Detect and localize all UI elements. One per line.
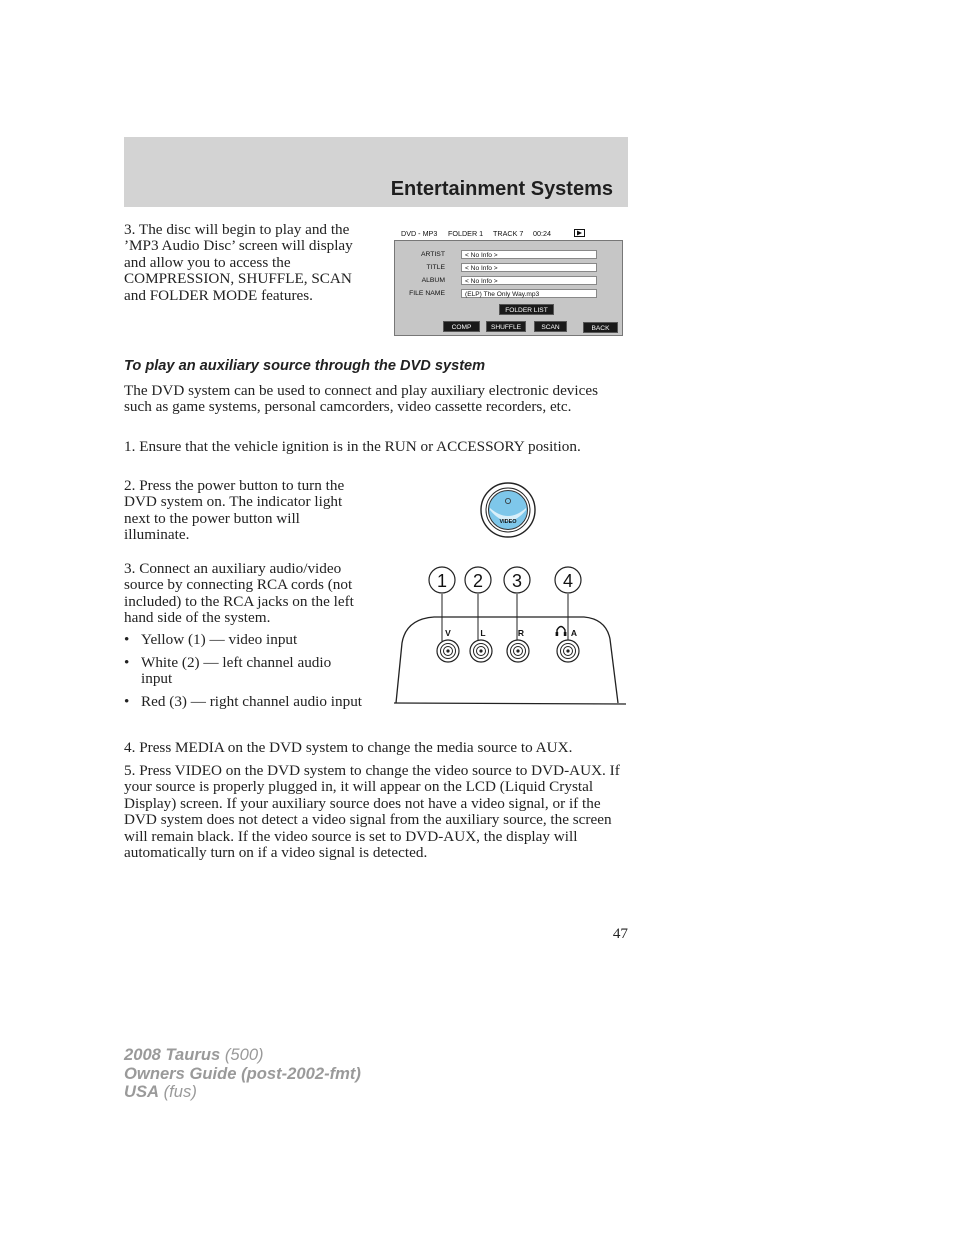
headphone-jack xyxy=(557,640,579,662)
comp-button: COMP xyxy=(443,321,480,332)
artist-field: < No Info > xyxy=(461,250,597,259)
rca-jack-left-audio xyxy=(470,640,492,662)
scan-button: SCAN xyxy=(534,321,567,332)
section-heading: To play an auxiliary source through the DVD system xyxy=(124,358,486,374)
callout-number: 2 xyxy=(472,571,484,591)
rca-jack-video xyxy=(437,640,459,662)
list-item xyxy=(124,694,364,730)
bullet-text: White (2) — left channel audio input xyxy=(141,654,332,688)
album-field: < No Info > xyxy=(461,276,597,285)
callout-number: 4 xyxy=(562,571,574,591)
callout-1 xyxy=(429,567,455,593)
shuffle-button: SHUFFLE xyxy=(486,321,526,332)
jack-label-v: V xyxy=(445,628,451,638)
step-4-text: 4. Press MEDIA on the DVD system to change the media source to AUX. xyxy=(124,739,573,756)
bullet-dot: • xyxy=(124,654,130,671)
intro-text: The DVD system can be used to connect and play auxiliary electronic devices such as game systems, personal camcorders, video cassette recorders, etc. xyxy=(124,382,599,416)
jack-label-a: A xyxy=(570,628,578,638)
bullet-text: Yellow (1) — video input xyxy=(141,631,298,648)
section-title: Entertainment Systems xyxy=(390,178,613,200)
rca-jack-right-audio xyxy=(507,640,529,662)
play-icon xyxy=(574,229,585,237)
step-3-aux-text: 3. Connect an auxiliary audio/video source by connecting RCA cords (not included) to the RCA jacks on the left hand side of the system. xyxy=(124,560,354,627)
jack-label-l: L xyxy=(480,628,486,638)
screen-source: DVD - MP3 xyxy=(401,229,438,238)
video-button-label: VIDEO xyxy=(499,519,517,525)
section-header-bar xyxy=(124,137,628,207)
callout-4 xyxy=(555,567,581,593)
screen-folder: FOLDER 1 xyxy=(448,229,484,238)
list-item xyxy=(124,655,364,691)
list-item xyxy=(124,632,364,650)
title-field: < No Info > xyxy=(461,263,597,272)
folder-list-button: FOLDER LIST xyxy=(499,304,554,315)
document-footer xyxy=(124,1046,361,1102)
page-number: 47 xyxy=(612,925,628,942)
screen-time: 00:24 xyxy=(533,229,551,238)
footer-line-model xyxy=(124,1046,361,1065)
footer-guide: Owners Guide (post-2002-fmt) xyxy=(124,1063,361,1083)
screen-body xyxy=(394,240,623,336)
callout-3 xyxy=(504,567,530,593)
footer-market: USA xyxy=(124,1082,160,1102)
step-2-text: 2. Press the power button to turn the DVD system on. The indicator light next to the power button will illuminate. xyxy=(124,477,345,544)
rca-jacks-diagram xyxy=(394,563,626,713)
headphone-icon xyxy=(556,627,567,637)
footer-model: 2008 Taurus xyxy=(124,1045,221,1064)
footer-line-guide xyxy=(124,1065,361,1084)
callout-number: 1 xyxy=(436,571,448,591)
footer-market-code: (fus) xyxy=(159,1082,197,1102)
screen-status-bar xyxy=(394,226,623,240)
callout-2 xyxy=(465,567,491,593)
back-button: BACK xyxy=(583,322,618,333)
mp3-audio-disc-screen xyxy=(394,226,623,335)
album-label: ALBUM xyxy=(421,277,445,284)
footer-line-market xyxy=(124,1083,361,1102)
callout-number: 3 xyxy=(511,571,523,591)
screen-track: TRACK 7 xyxy=(493,229,524,238)
footer-model-code: (500) xyxy=(220,1045,264,1064)
artist-label: ARTIST xyxy=(420,251,445,258)
jack-label-r: R xyxy=(517,628,525,638)
step-3-mp3-text: 3. The disc will begin to play and the ’MP3 Audio Disc’ screen will display and allow you to access the COMPRESSION, SHUFFLE, SCAN and FOLDER MODE features. xyxy=(124,221,353,304)
file-name-field: (ELP) The Only Way.mp3 xyxy=(461,289,597,298)
step-1-text: 1. Ensure that the vehicle ignition is in the RUN or ACCESSORY position. xyxy=(124,438,581,455)
file-name-label: FILE NAME xyxy=(409,290,445,297)
video-power-button-icon xyxy=(478,480,538,540)
title-label: TITLE xyxy=(426,264,445,271)
bullet-dot: • xyxy=(124,631,130,648)
bullet-text: Red (3) — right channel audio input xyxy=(141,693,363,710)
bullet-dot: • xyxy=(124,693,130,710)
step-5-text: 5. Press VIDEO on the DVD system to change the video source to DVD-AUX. If your source is properly plugged in, it will appear on the LCD (Liquid Crystal Display) screen. If your auxiliary source does not have a video signal, or if the DVD system does not detect a video signal from the auxiliary source, the screen will remain black. If the video source is set to DVD-AUX, the display will automatically turn on if a video signal is detected. xyxy=(124,762,620,862)
